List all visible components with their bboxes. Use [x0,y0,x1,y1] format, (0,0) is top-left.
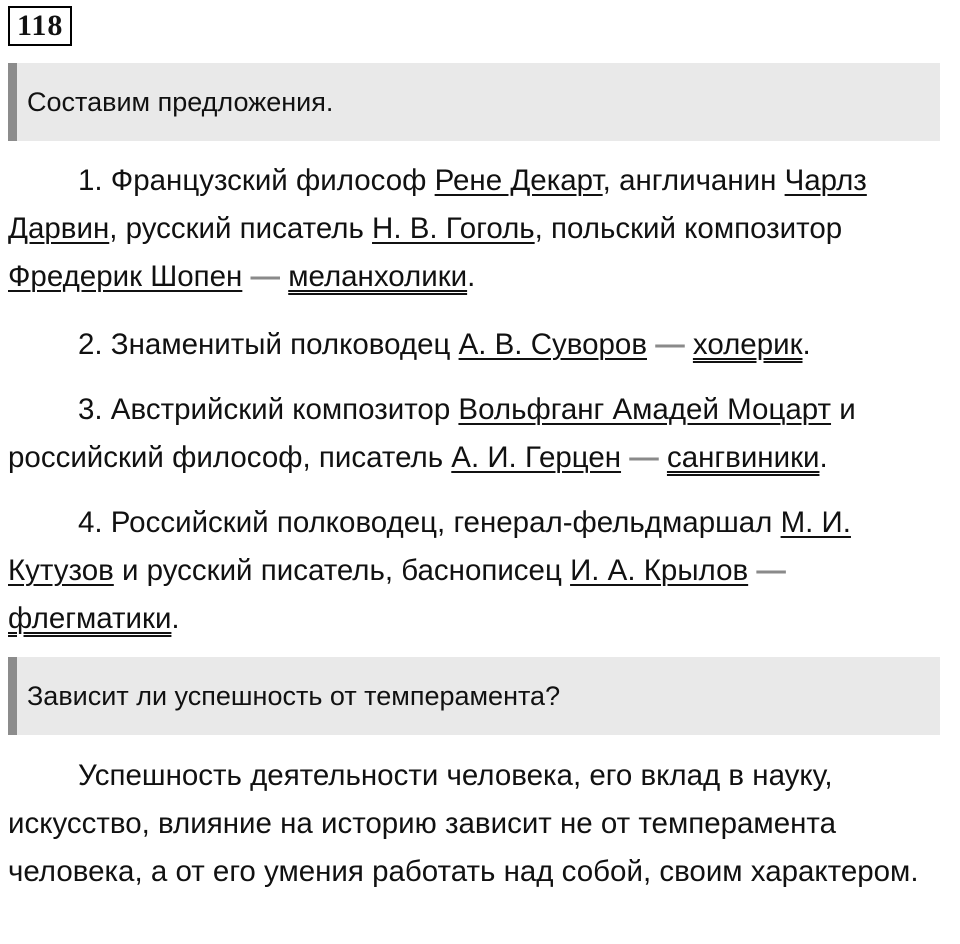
section-header-question [8,657,940,735]
sentence-end: . [802,328,811,361]
section-header-sentences-text: Составим предложения. [27,86,334,117]
sentence-1-start: 1. Французский философ [78,164,435,197]
sentence-1-text-a: , англичанин [602,164,785,197]
sentence-4-text-a: и русский писатель, баснописец [113,554,571,587]
dash: — [647,328,693,361]
sentence-2 [8,321,953,369]
sentence-3-text-a: и российский философ, писатель [8,393,856,474]
subject-gogol: Н. В. Гоголь [372,212,535,245]
subject-mozart: Вольфганг Амадей Моцарт [458,393,832,426]
sentence-end: . [467,260,476,293]
subject-descartes: Рене Декарт [434,164,603,197]
predicate-sanguines: сангвиники [666,441,820,474]
subject-herzen: А. И. Герцен [451,441,622,474]
predicate-melancholics: меланхолики [288,260,468,293]
subject-darwin: Чарлз Дарвин [8,164,867,245]
dash: — [621,441,667,474]
sentence-1-text-b: , русский писатель [109,212,373,245]
predicate-phlegmatics: флегматики [8,602,172,635]
subject-kutuzov: М. И. Кутузов [8,506,851,587]
sentence-1 [8,157,953,301]
sentence-2-start: 2. Знаменитый полководец [78,328,459,361]
subject-suvorov: А. В. Суворов [458,328,647,361]
answer-paragraph: Успешность деятельности человека, его вклад в науку, искусство, влияние на историю зависит не от темперамента человека, а от его умения работать над собой, своим характером. [8,759,919,888]
subject-chopin: Фредерик Шопен [8,260,243,293]
sentence-4 [8,499,953,643]
section-header-sentences [8,63,940,141]
sentence-4-start: 4. Российский полководец, генерал-фельдмаршал [78,506,781,539]
sentence-end: . [171,602,180,635]
subject-krylov: И. А. Крылов [570,554,749,587]
sentence-3 [8,386,953,482]
sentence-end: . [819,441,828,474]
predicate-choleric: холерик [692,328,803,361]
section-header-question-text: Зависит ли успешность от темперамента? [27,680,561,711]
sentence-1-text-c: , польский композитор [534,212,843,245]
exercise-number: 118 [8,6,72,46]
dash: — [242,260,289,293]
dash: — [748,554,786,587]
sentence-3-start: 3. Австрийский композитор [78,393,459,426]
